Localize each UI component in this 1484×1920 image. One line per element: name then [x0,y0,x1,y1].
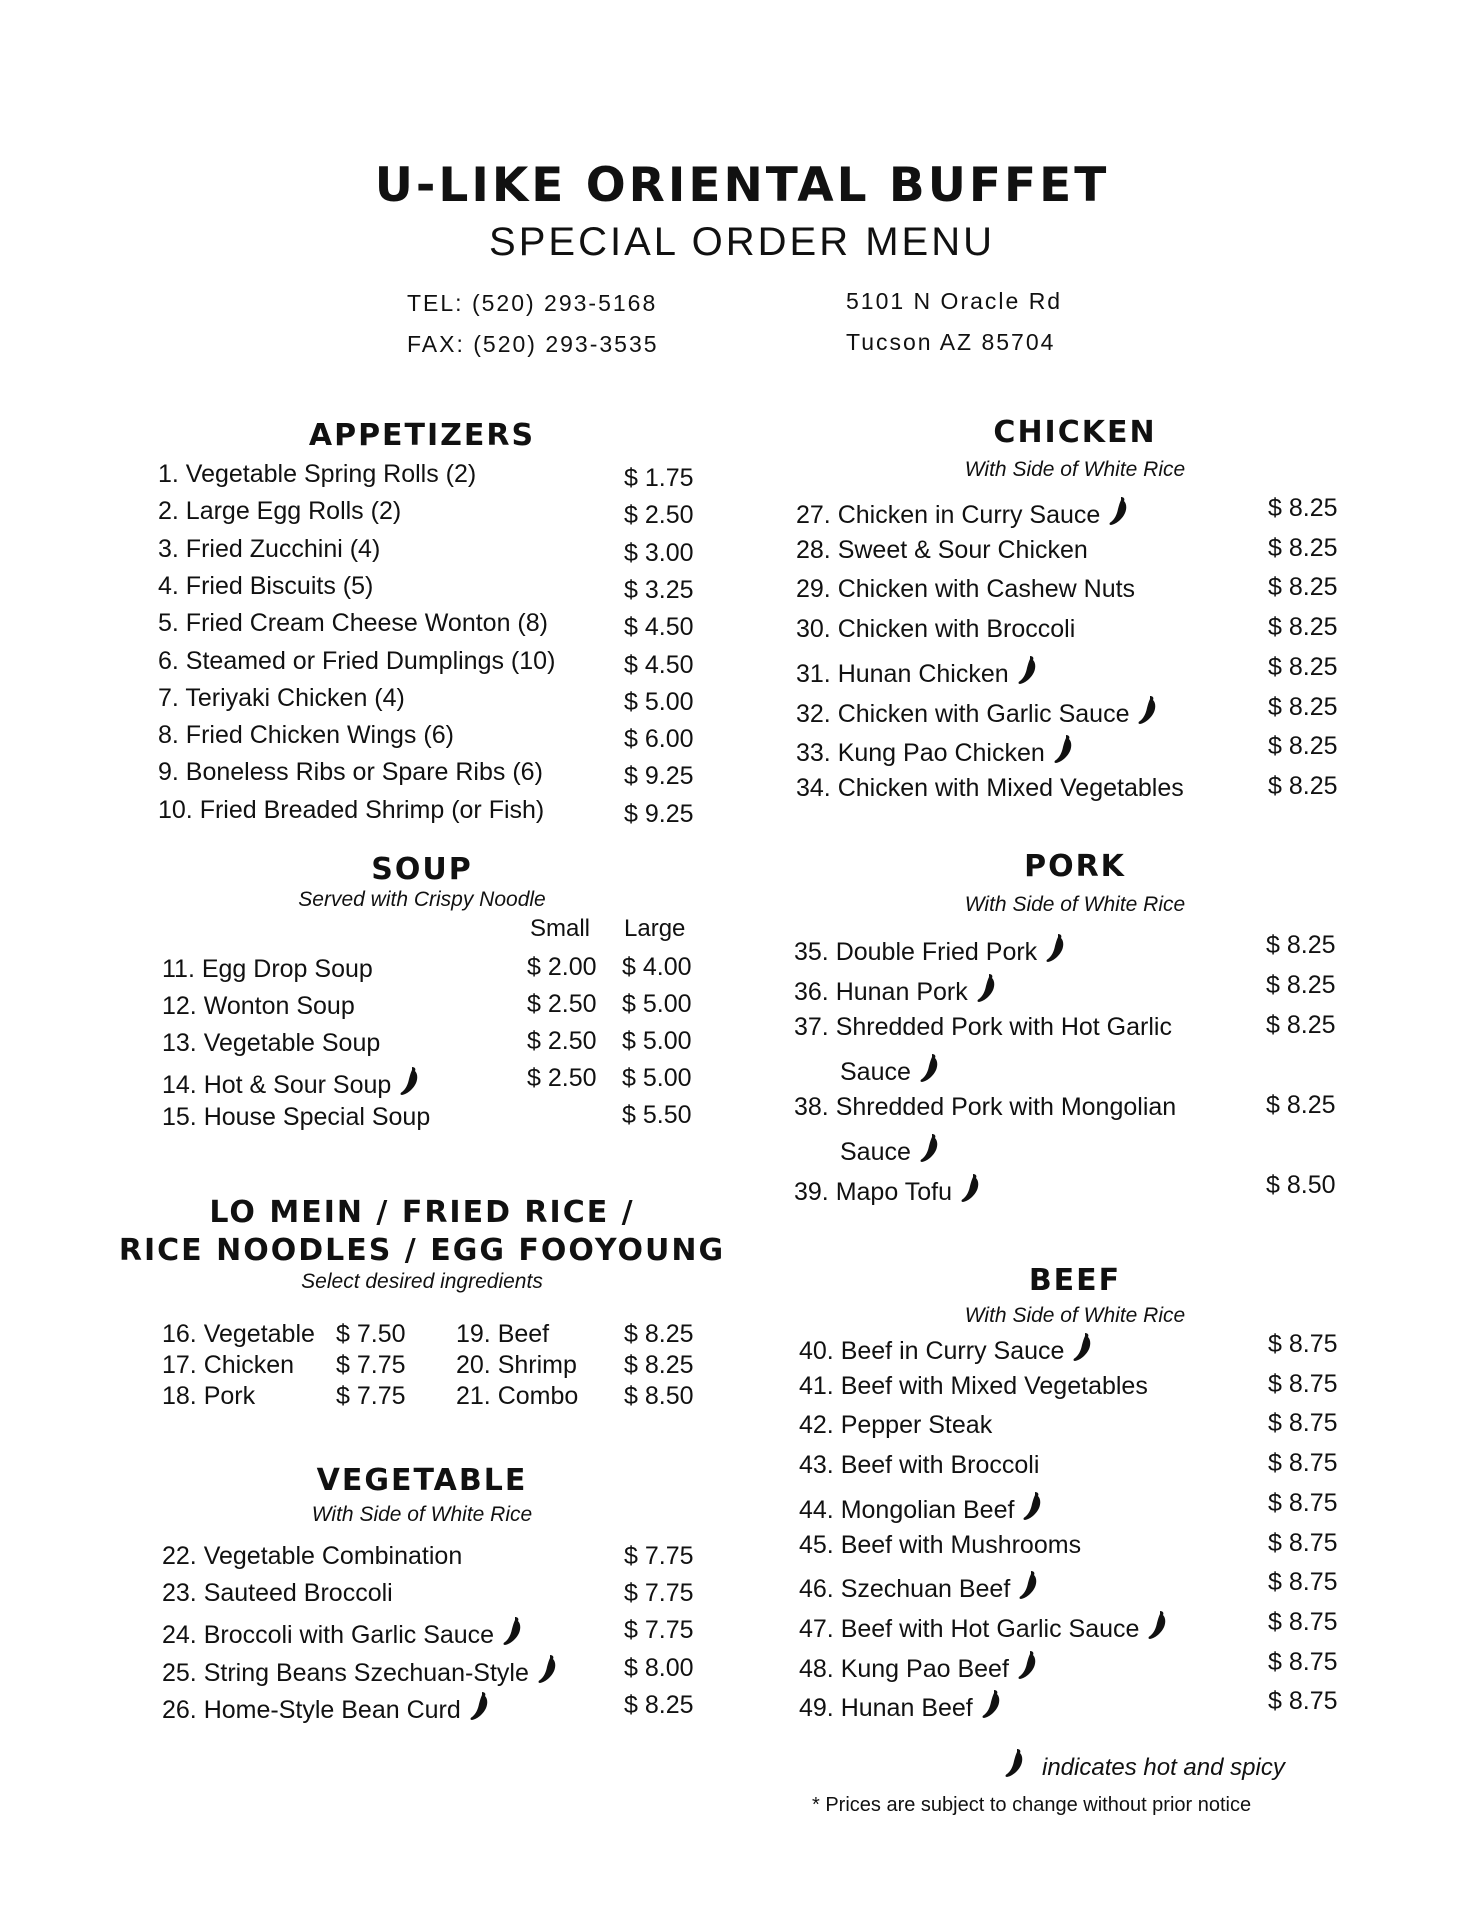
menu-item-name: 33. Kung Pao Chicken [796,739,1045,768]
menu-item [162,1542,462,1571]
menu-item [162,1029,380,1058]
menu-item [158,796,544,825]
menu-item-price: $ 8.25 [1268,652,1338,681]
pork-title: PORK [1024,849,1126,884]
menu-item-price: $ 8.75 [1268,1330,1338,1358]
menu-item-price: $ 8.75 [1268,1409,1338,1438]
chili-pepper-icon [1072,1332,1094,1369]
menu-item [794,973,998,1010]
menu-item-price: $ 6.00 [624,725,694,754]
menu-item [799,1570,1040,1607]
menu-item-price: $ 8.25 [1266,1011,1336,1039]
menu-item-price: $ 8.25 [1268,771,1338,800]
menu-item-name: 20. Shrimp [456,1351,577,1379]
chili-pepper-icon [960,1173,982,1210]
menu-item [799,1491,1044,1528]
menu-item [796,536,1088,565]
menu-item-name: 23. Sauteed Broccoli [162,1579,393,1608]
chili-pepper-icon [1004,1748,1026,1785]
menu-item-price: $ 8.75 [1268,1449,1338,1478]
menu-item-price: $ 7.75 [624,1542,694,1570]
menu-item-name: 16. Vegetable [162,1320,315,1348]
menu-item-price: $ 8.75 [1268,1568,1338,1597]
chili-pepper-icon [919,1053,941,1090]
menu-item [794,933,1067,970]
menu-item-name: 49. Hunan Beef [799,1694,973,1723]
menu-item-price: $ 3.25 [624,575,694,604]
menu-item-name: 18. Pork [162,1382,256,1410]
menu-item-name: 24. Broccoli with Garlic Sauce [162,1621,495,1650]
menu-item [799,1531,1081,1560]
menu-item-price: $ 3.00 [624,538,694,567]
menu-item-continuation [840,1053,941,1090]
menu-item [162,1066,421,1103]
menu-item [158,460,476,489]
menu-item-price: $ 7.75 [624,1579,694,1608]
soup-column-small: Small [530,915,591,942]
menu-item [796,734,1075,771]
menu-item [162,1382,255,1411]
menu-item [796,615,1075,644]
menu-item-name: 19. Beef [456,1320,550,1348]
menu-item-name: 4. Fried Biscuits (5) [158,571,374,600]
menu-item-price: $ 8.75 [1268,1687,1338,1716]
chicken-subtitle: With Side of White Rice [964,458,1186,481]
chili-pepper-icon [537,1654,559,1691]
menu-item [456,1351,577,1380]
chili-pepper-icon [1017,655,1039,692]
menu-item [158,758,543,787]
menu-item-name: 42. Pepper Steak [799,1411,993,1440]
menu-item [794,1093,1176,1122]
pork-subtitle: With Side of White Rice [964,893,1186,916]
menu-item-name: 7. Teriyaki Chicken (4) [158,683,405,712]
menu-item-name: 21. Combo [456,1382,579,1410]
menu-item-name: 30. Chicken with Broccoli [796,615,1076,644]
menu-item [794,1013,1172,1042]
menu-item-name: 45. Beef with Mushrooms [799,1530,1082,1559]
restaurant-title: U-LIKE ORIENTAL BUFFET [374,158,1110,213]
menu-item [799,1689,1003,1726]
menu-item [794,1173,982,1210]
soup-subtitle: Served with Crispy Noodle [298,888,546,911]
chicken-title: CHICKEN [993,415,1157,450]
chili-pepper-icon [981,1689,1003,1726]
menu-item [158,497,401,526]
menu-item-name: 9. Boneless Ribs or Spare Ribs (6) [158,758,543,787]
lomein-title-line2: RICE NOODLES / EGG FOOYOUNG [118,1233,726,1268]
soup-large-price: $ 5.50 [622,1101,692,1129]
menu-item [162,1320,315,1349]
soup-small-price: $ 2.50 [527,1027,597,1055]
chili-pepper-icon [1108,496,1130,533]
menu-item-price: $ 2.50 [624,501,694,530]
menu-item [162,1579,393,1608]
menu-item-name: 31. Hunan Chicken [796,659,1009,688]
menu-item [799,1650,1039,1687]
menu-item [158,609,548,638]
price-notice: * Prices are subject to change without prior notice [812,1794,1252,1816]
beef-title: BEEF [1028,1263,1122,1298]
menu-item-price: $ 8.25 [1268,533,1338,562]
soup-title: SOUP [371,852,473,887]
menu-item-price: $ 7.75 [336,1351,406,1379]
chili-pepper-icon [469,1691,491,1728]
address-city: Tucson AZ 85704 [846,329,1056,355]
menu-item-price: $ 8.25 [1268,692,1338,721]
menu-item [799,1372,1148,1401]
menu-item [162,1654,559,1691]
menu-item-name: 32. Chicken with Garlic Sauce [796,699,1130,728]
menu-item-name: 12. Wonton Soup [162,992,355,1020]
menu-item-price: $ 8.75 [1268,1647,1338,1676]
menu-item-name: 43. Beef with Broccoli [799,1451,1040,1480]
menu-item [158,647,555,676]
chili-pepper-icon [1018,1570,1040,1607]
menu-item-name: 10. Fried Breaded Shrimp (or Fish) [158,795,545,824]
menu-item-name: 40. Beef in Curry Sauce [799,1337,1065,1365]
menu-item-price: $ 9.25 [624,799,694,828]
soup-small-price: $ 2.00 [527,953,597,981]
menu-item-name: 35. Double Fried Pork [794,938,1038,966]
menu-item [796,774,1184,803]
telephone: TEL: (520) 293-5168 [407,290,658,316]
menu-item-name: 22. Vegetable Combination [162,1542,463,1570]
menu-item [796,496,1130,533]
menu-item-name: 38. Shredded Pork with Mongolian [794,1093,1177,1121]
menu-item [158,535,380,564]
soup-large-price: $ 4.00 [622,953,692,981]
chili-pepper-icon [1045,933,1067,970]
menu-item-price: $ 8.25 [1268,494,1338,522]
menu-item [796,695,1159,732]
menu-item-name: 11. Egg Drop Soup [162,955,373,983]
soup-small-price: $ 2.50 [527,990,597,1018]
beef-subtitle: With Side of White Rice [964,1304,1186,1327]
menu-item [158,684,405,713]
menu-item [158,572,373,601]
menu-item-name: 46. Szechuan Beef [799,1575,1011,1604]
menu-item-name: 1. Vegetable Spring Rolls (2) [158,460,477,488]
fax: FAX: (520) 293-3535 [407,331,659,357]
menu-item [162,1616,524,1653]
menu-item-name: 2. Large Egg Rolls (2) [158,497,402,526]
menu-item-price: $ 8.25 [624,1690,694,1719]
menu-item-price: $ 8.25 [624,1351,694,1379]
menu-item-price: $ 8.50 [1266,1171,1336,1199]
menu-item-name: 37. Shredded Pork with Hot Garlic [794,1013,1172,1041]
menu-item-name: 34. Chicken with Mixed Vegetables [796,773,1184,802]
menu-item [162,1103,430,1132]
menu-item-name: Sauce [840,1058,911,1086]
menu-item-name: 39. Mapo Tofu [794,1178,952,1206]
soup-large-price: $ 5.00 [622,1027,692,1055]
menu-item-name: 25. String Beans Szechuan-Style [162,1658,529,1687]
menu-item-name: 6. Steamed or Fried Dumplings (10) [158,646,556,675]
chili-pepper-icon [1017,1650,1039,1687]
chili-pepper-icon [502,1616,524,1653]
menu-item-name: 26. Home-Style Bean Curd [162,1695,461,1724]
menu-item [456,1382,578,1411]
menu-item [162,1691,491,1728]
vegetable-subtitle: With Side of White Rice [311,1503,533,1526]
menu-item-name: 29. Chicken with Cashew Nuts [796,575,1136,604]
chili-pepper-icon [1147,1610,1169,1647]
menu-item-name: 15. House Special Soup [162,1103,431,1131]
menu-item [799,1451,1039,1480]
chili-pepper-icon [1022,1491,1044,1528]
chili-pepper-icon [1053,734,1075,771]
menu-item-price: $ 8.75 [1268,1369,1338,1398]
soup-large-price: $ 5.00 [622,1064,692,1092]
chili-pepper-icon [1137,695,1159,732]
menu-item-price: $ 1.75 [624,464,694,492]
menu-item-name: 36. Hunan Pork [794,978,968,1006]
vegetable-title: VEGETABLE [316,1463,528,1498]
menu-item [158,721,454,750]
spicy-legend [1004,1748,1285,1785]
menu-item-name: Sauce [840,1138,911,1166]
menu-item-price: $ 8.75 [1268,1607,1338,1636]
menu-item-price: $ 4.50 [624,650,694,679]
menu-item-price: $ 8.00 [624,1653,694,1682]
soup-column-large: Large [624,915,686,942]
menu-item-price: $ 8.25 [1268,732,1338,761]
menu-item [796,575,1135,604]
menu-item-name: 13. Vegetable Soup [162,1029,381,1057]
menu-item-price: $ 7.75 [336,1382,406,1410]
menu-item-name: 14. Hot & Sour Soup [162,1071,392,1099]
menu-item-price: $ 9.25 [624,762,694,791]
menu-item-price: $ 8.25 [1268,613,1338,642]
menu-item-name: 3. Fried Zucchini (4) [158,534,381,563]
menu-item-price: $ 8.25 [1266,931,1336,959]
appetizers-title: APPETIZERS [308,418,536,453]
menu-item-price: $ 5.00 [624,687,694,716]
menu-item [162,955,373,984]
menu-item [799,1411,992,1440]
menu-item-price: $ 8.25 [1266,971,1336,999]
menu-item [456,1320,549,1349]
chili-pepper-icon [399,1066,421,1103]
menu-item-name: 47. Beef with Hot Garlic Sauce [799,1614,1140,1643]
soup-large-price: $ 5.00 [622,990,692,1018]
menu-subtitle: SPECIAL ORDER MENU [489,220,995,264]
menu-item-price: $ 7.75 [624,1616,694,1645]
lomein-title-line1: LO MEIN / FRIED RICE / [209,1195,635,1230]
menu-item-price: $ 8.75 [1268,1488,1338,1517]
menu-item-name: 8. Fried Chicken Wings (6) [158,721,454,750]
menu-item-price: $ 8.75 [1268,1528,1338,1557]
menu-item-name: 28. Sweet & Sour Chicken [796,535,1088,564]
lomein-subtitle: Select desired ingredients [301,1270,543,1293]
menu-item-price: $ 8.25 [624,1320,694,1348]
menu-item-price: $ 4.50 [624,613,694,642]
address-street: 5101 N Oracle Rd [846,288,1063,314]
menu-item [162,992,355,1021]
chili-pepper-icon [976,973,998,1010]
menu-item [796,655,1039,692]
menu-item-name: 44. Mongolian Beef [799,1495,1015,1524]
menu-item [799,1610,1169,1647]
soup-small-price: $ 2.50 [527,1064,597,1092]
menu-item-name: 41. Beef with Mixed Vegetables [799,1371,1148,1400]
menu-item-name: 27. Chicken in Curry Sauce [796,501,1101,529]
chili-pepper-icon [919,1133,941,1170]
menu-item-name: 48. Kung Pao Beef [799,1654,1009,1683]
menu-item-name: 5. Fried Cream Cheese Wonton (8) [158,609,548,638]
menu-item-price: $ 8.50 [624,1382,694,1410]
menu-item-price: $ 7.50 [336,1320,406,1348]
menu-item-continuation [840,1133,941,1170]
menu-item [799,1332,1094,1369]
spicy-legend-text: indicates hot and spicy [1042,1754,1285,1781]
menu-item-price: $ 8.25 [1266,1091,1336,1119]
menu-item-price: $ 8.25 [1268,573,1338,602]
menu-item [162,1351,294,1380]
menu-item-name: 17. Chicken [162,1351,295,1379]
